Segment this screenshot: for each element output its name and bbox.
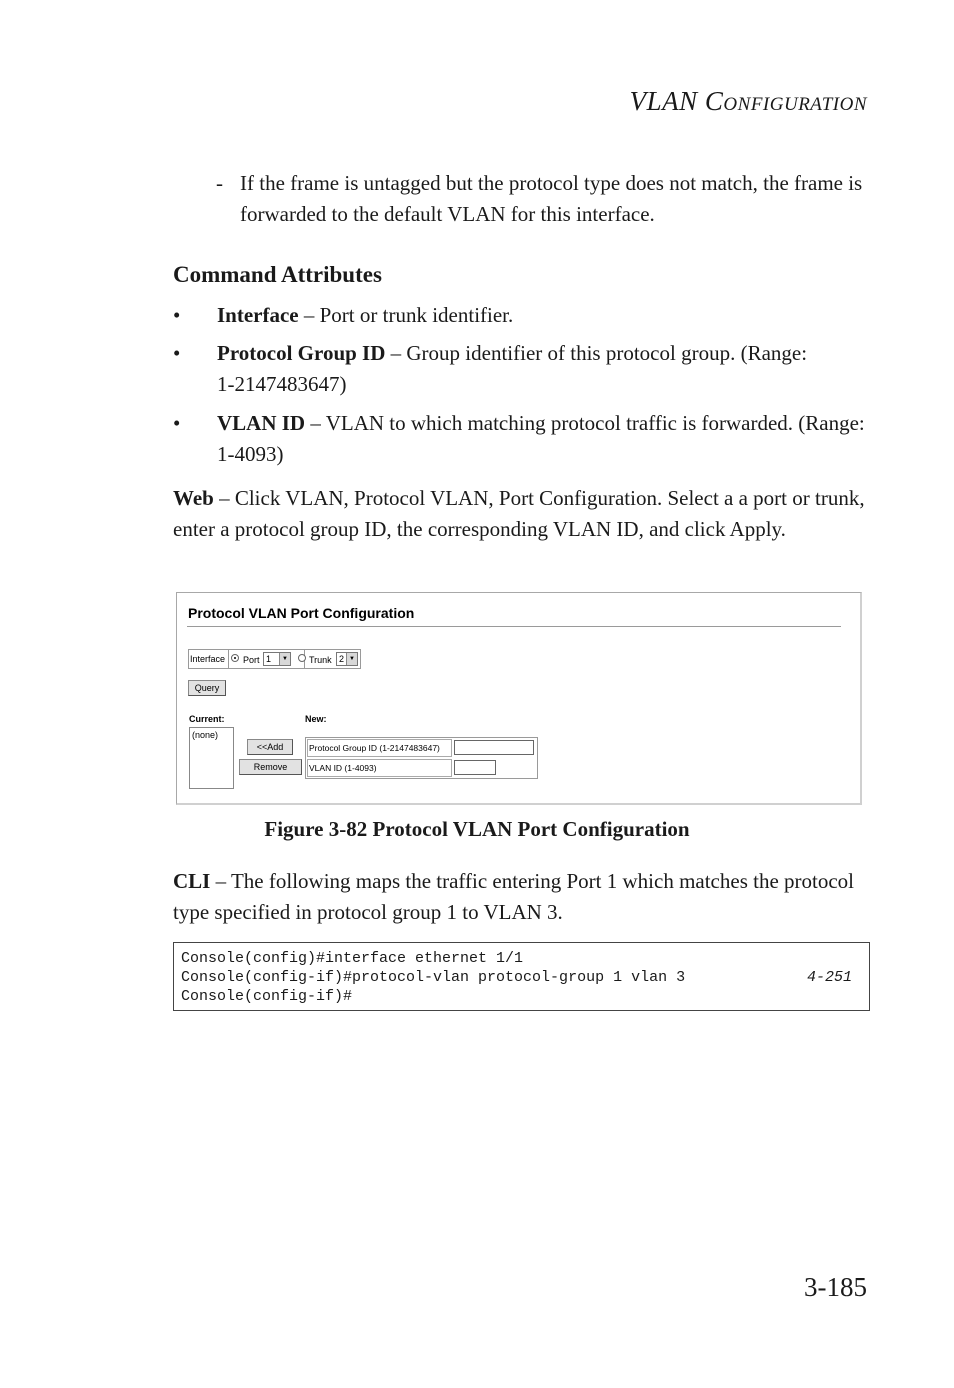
- screenshot-title: Protocol VLAN Port Configuration: [188, 605, 415, 621]
- cli-paragraph: [173, 866, 868, 928]
- new-entry-table: [305, 737, 538, 779]
- attribute-item: [173, 338, 873, 400]
- running-head-smallcaps: ONFIGURATION: [723, 94, 867, 115]
- protocol-group-input[interactable]: [454, 740, 534, 755]
- intro-list-item: [216, 168, 866, 230]
- code-text: Console(config)#interface ethernet 1/1: [181, 950, 524, 967]
- list-dash: -: [216, 171, 223, 195]
- bullet-marker: •: [173, 341, 181, 365]
- trunk-label: Trunk: [309, 655, 332, 665]
- code-text: Console(config-if)#: [181, 988, 353, 1005]
- code-block: [173, 942, 870, 1011]
- chevron-down-icon: ▼: [346, 653, 357, 665]
- add-button[interactable]: <<Add: [247, 739, 293, 755]
- divider: [228, 650, 229, 668]
- attribute-term: Protocol Group ID: [217, 341, 386, 365]
- table-row: [306, 758, 537, 778]
- web-paragraph: [173, 483, 868, 545]
- section-heading: Command Attributes: [173, 262, 382, 287]
- attribute-term: VLAN ID: [217, 411, 306, 435]
- bullet-marker: •: [173, 303, 181, 327]
- code-line: [181, 968, 862, 987]
- trunk-radio[interactable]: [298, 654, 306, 662]
- bullet-marker: •: [173, 411, 181, 435]
- attribute-term: Interface: [217, 303, 299, 327]
- trunk-select-value: 2: [339, 654, 345, 664]
- query-button[interactable]: Query: [188, 680, 226, 696]
- cli-term: CLI: [173, 869, 211, 893]
- trunk-select[interactable]: [336, 652, 358, 666]
- interface-label: Interface: [190, 654, 226, 664]
- current-label: Current:: [189, 714, 225, 724]
- attribute-desc: – VLAN to which matching protocol traffic is forwarded. (Range: 1-4093): [217, 411, 865, 466]
- attribute-desc: – Group identifier of this protocol group. (Range: 1-2147483647): [217, 341, 808, 396]
- port-select[interactable]: [263, 652, 291, 666]
- running-head: [630, 86, 867, 117]
- remove-button[interactable]: Remove: [239, 759, 302, 775]
- code-text: Console(config-if)#protocol-vlan protocol-group 1 vlan 3: [181, 969, 686, 986]
- code-line: [181, 987, 862, 1006]
- vlan-id-label: VLAN ID (1-4093): [307, 759, 452, 777]
- attribute-item: [173, 300, 873, 331]
- interface-selector: [188, 649, 361, 669]
- web-term: Web: [173, 486, 214, 510]
- table-row: [306, 738, 537, 758]
- title-divider: [187, 626, 841, 627]
- current-list[interactable]: [189, 727, 234, 789]
- attribute-item: [173, 408, 873, 470]
- protocol-group-label: Protocol Group ID (1-2147483647): [307, 739, 452, 757]
- port-select-value: 1: [266, 654, 272, 664]
- page-reference: 4-251: [806, 969, 852, 986]
- vlan-id-input[interactable]: [454, 760, 496, 775]
- code-line: [181, 949, 862, 968]
- intro-item-text: If the frame is untagged but the protocol type does not match, the frame is forwarded to the default VLAN for this interface.: [240, 171, 863, 226]
- screenshot-figure: [176, 592, 862, 805]
- running-head-main: VLAN C: [629, 86, 724, 116]
- list-item[interactable]: (none): [192, 730, 219, 740]
- attribute-desc: – Port or trunk identifier.: [298, 303, 514, 327]
- port-label: Port: [243, 655, 260, 665]
- new-label: New:: [305, 714, 327, 724]
- page-number: 3-185: [804, 1272, 867, 1302]
- chevron-down-icon: ▼: [279, 653, 290, 665]
- figure-caption: Figure 3-82 Protocol VLAN Port Configuration: [264, 817, 690, 841]
- web-text: – Click VLAN, Protocol VLAN, Port Configuration. Select a a port or trunk, enter a protocol group ID, the corresponding VLAN ID, and click Apply.: [173, 486, 865, 541]
- port-radio[interactable]: [231, 654, 239, 662]
- cli-text: – The following maps the traffic entering Port 1 which matches the protocol type specified in protocol group 1 to VLAN 3.: [173, 869, 855, 924]
